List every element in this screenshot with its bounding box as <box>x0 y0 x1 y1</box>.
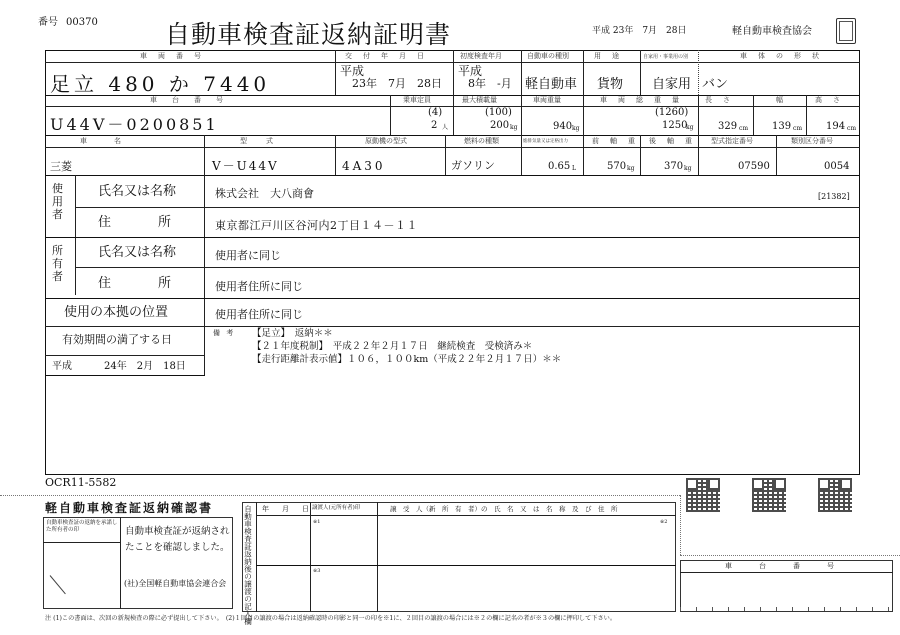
remarks-line-1: 【足立】 返納＊＊ <box>252 328 333 339</box>
base-location-label: 使用の本拠の位置 <box>64 305 169 320</box>
first-registration-date: 8年 -月 <box>468 77 512 90</box>
front-axle-weight: 570 <box>607 161 627 172</box>
width: 139 <box>772 121 792 132</box>
transfer-side-label: 自動車検査証返納後の譲渡の記入欄 <box>243 505 253 625</box>
owner-seal-label: 自動車検査証の返納を承諾した所有者の印 <box>46 520 118 534</box>
header-fuel-type: 燃料の種類 <box>464 137 499 145</box>
max-load-paren: (100) <box>485 107 512 118</box>
user-name-label: 氏名又は名称 <box>98 184 177 199</box>
document-title: 自動車検査証返納証明書 <box>165 20 452 49</box>
usage: 貨物 <box>597 77 624 92</box>
header-issue-date: 平成 23年 7月 28日 <box>592 26 687 36</box>
user-address-label: 住 所 <box>98 215 174 230</box>
confirmation-organization: (社)全国軽自動車協会連合会 <box>124 579 227 588</box>
header-vehicle-number: 車 両 番 号 <box>140 52 203 60</box>
header-displacement: 総排気量又は定格出力 <box>523 139 568 144</box>
vehicle-class: 軽自動車 <box>525 77 578 92</box>
category-number: 0054 <box>824 161 850 172</box>
first-registration-era: 平成 <box>458 64 483 78</box>
max-load: 200 <box>490 120 510 131</box>
header-vehicle-class: 自動車の種別 <box>527 52 569 60</box>
gross-weight: 1250 <box>662 120 688 131</box>
user-name: 株式会社 大八商會 <box>215 187 314 200</box>
owner-name-label: 氏名又は名称 <box>98 245 177 260</box>
chassis-box-header: 車 台 番 号 <box>725 562 844 570</box>
header-issue-date: 交 付 年 月 日 <box>345 52 426 60</box>
expiry-date: 24年 2月 18日 <box>104 361 186 372</box>
header-rear-axle: 後 軸 重 <box>649 137 694 145</box>
header-usage: 用 途 <box>594 52 621 60</box>
header-front-axle: 前 軸 重 <box>592 137 637 145</box>
header-first-registration: 初度検査年月 <box>460 52 502 60</box>
expiry-era: 平成 <box>52 361 72 372</box>
header-engine-model: 原動機の型式 <box>365 137 407 145</box>
engine-model: 4A30 <box>342 159 386 173</box>
header-max-load: 最大積載量 <box>462 96 497 104</box>
mark-3: ※3 <box>313 568 321 574</box>
confirmation-message: 自動車検査証が返納されたことを確認しました。 <box>125 526 230 554</box>
header-chassis-number: 車 台 番 号 <box>150 96 227 104</box>
user-group-label: 使用者 <box>52 182 63 222</box>
capacity-paren: (4) <box>428 107 443 118</box>
official-seal-icon <box>836 18 856 44</box>
qr-code-icon <box>686 478 720 512</box>
owner-address-label: 住 所 <box>98 276 174 291</box>
chassis-number: U44V－0200851 <box>50 115 219 134</box>
header-model: 型 式 <box>240 137 279 145</box>
owner-name: 使用者に同じ <box>215 249 281 262</box>
rear-axle-weight: 370 <box>664 161 684 172</box>
transfer-header-transferor: 譲渡人(元所有者)印 <box>312 505 361 511</box>
vehicle-name: 三菱 <box>50 160 72 173</box>
issue-date: 23年 7月 28日 <box>352 77 442 90</box>
owner-address: 使用者住所に同じ <box>215 280 303 293</box>
capacity: 2 <box>431 120 438 131</box>
header-type-designation: 型式指定番号 <box>711 137 753 145</box>
displacement: 0.65 <box>548 161 571 172</box>
header-private-business: 自家用・事業用の別 <box>643 54 689 60</box>
base-location: 使用者住所に同じ <box>215 308 303 321</box>
gross-weight-paren: (1260) <box>655 107 689 118</box>
confirmation-title: 軽自動車検査証返納確認書 <box>45 501 214 515</box>
header-capacity: 乗車定員 <box>403 96 431 104</box>
user-code: [21382] <box>818 192 850 201</box>
height: 194 <box>826 121 846 132</box>
model: V－U44V <box>212 159 279 173</box>
fuel-type: ガソリン <box>451 159 495 172</box>
remarks-label: 備 考 <box>213 329 236 337</box>
qr-code-icon <box>818 478 852 512</box>
header-width: 幅 <box>776 96 785 104</box>
header-height: 高 さ <box>815 96 842 104</box>
certificate-number-label: 番号 <box>38 17 58 28</box>
mark-2: ※2 <box>660 519 668 525</box>
header-vehicle-weight: 車両重量 <box>533 96 561 104</box>
header-length: 長 さ <box>705 96 732 104</box>
vehicle-number: 足立 480 か 7440 <box>50 72 271 96</box>
body-shape: バン <box>702 77 729 92</box>
vehicle-weight: 940 <box>553 121 573 132</box>
certificate-number: 00370 <box>66 17 98 28</box>
mark-1: ※1 <box>313 519 321 525</box>
user-address: 東京都江戸川区谷河内2丁目１４－１１ <box>215 219 418 232</box>
issue-era: 平成 <box>340 64 365 78</box>
remarks-line-2: 【２１年度税制】 平成２２年２月１７日 継続検査 受検済み＊ <box>252 341 533 352</box>
footer-note: 注 (1)この書面は、次回の新規検査の際に必ず提出して下さい。 (2)１回目の譲渡の場合は返納確認時の印影と同一の印を※1に、２回目の譲渡の場合には※２の欄に記名の者が※３の欄に押印して下さい。 <box>45 615 617 622</box>
type-designation-number: 07590 <box>738 161 770 172</box>
qr-code-icon <box>752 478 786 512</box>
header-category-number: 類別区分番号 <box>791 137 833 145</box>
issuer-name: 軽自動車検査協会 <box>732 26 812 37</box>
transfer-header-date: 年 月 日 <box>262 505 312 513</box>
private-business: 自家用 <box>652 77 692 92</box>
transfer-header-transferee: 譲 受 人（新 所 有 者）の 氏 名 又 は 名 称 及 び 住 所 <box>390 505 618 513</box>
chassis-box-ticks <box>680 607 893 611</box>
length: 329 <box>718 121 738 132</box>
header-gross-weight: 車 両 総 重 量 <box>600 96 681 104</box>
header-vehicle-name: 車 名 <box>80 137 131 145</box>
owner-group-label: 所有者 <box>52 244 63 284</box>
header-body-shape: 車 体 の 形 状 <box>740 52 821 60</box>
ocr-code: OCR11-5582 <box>45 476 117 489</box>
expiry-label: 有効期間の満了する日 <box>62 333 172 346</box>
remarks-line-3: 【走行距離計表示値】１０６，１００km（平成２２年２月１７日）＊＊ <box>252 354 562 365</box>
